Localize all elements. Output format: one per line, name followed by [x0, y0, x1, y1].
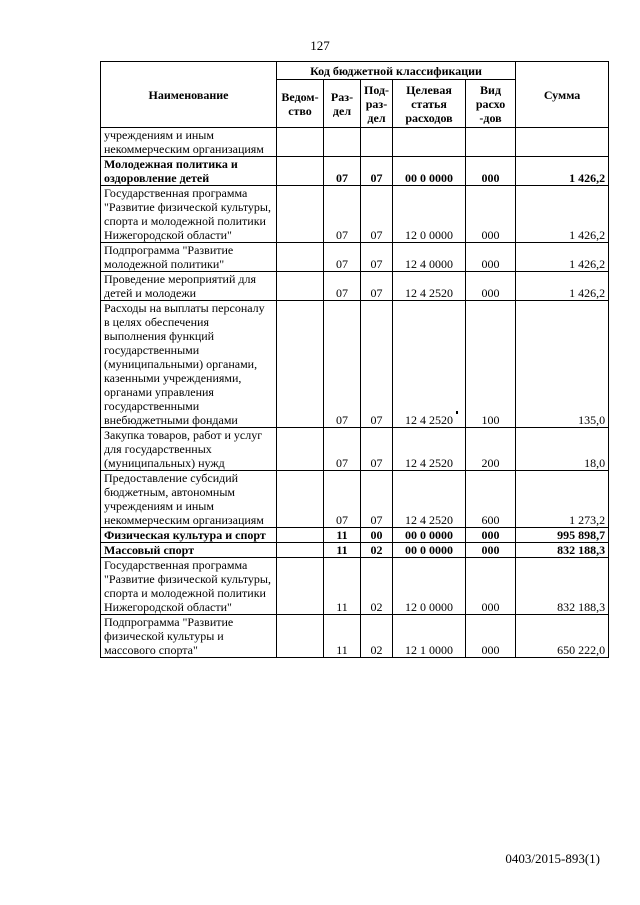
cell-sum: 995 898,7 [516, 528, 609, 543]
document-code: 0403/2015-893(1) [505, 851, 600, 866]
stray-mark [456, 411, 458, 414]
cell-vid: 000 [466, 186, 516, 243]
cell-vid: 000 [466, 615, 516, 658]
cell-podrazdel: 07 [361, 243, 393, 272]
table-row [101, 272, 609, 301]
cell-target [393, 128, 466, 157]
header-vid: Вид расхо -дов [466, 80, 516, 128]
table-row [101, 301, 609, 428]
cell-name: Государственная программа "Развитие физической культуры, спорта и молодежной политики Нижегородской области" [101, 186, 277, 243]
cell-podrazdel: 02 [361, 558, 393, 615]
cell-dept [277, 157, 324, 186]
cell-dept [277, 128, 324, 157]
cell-razdel: 07 [324, 301, 361, 428]
table-row [101, 186, 609, 243]
cell-podrazdel: 07 [361, 301, 393, 428]
cell-dept [277, 558, 324, 615]
cell-dept [277, 528, 324, 543]
cell-sum [516, 128, 609, 157]
cell-sum: 135,0 [516, 301, 609, 428]
cell-sum: 1 426,2 [516, 243, 609, 272]
cell-razdel: 07 [324, 471, 361, 528]
cell-target: 12 4 2520 [393, 272, 466, 301]
cell-vid: 000 [466, 157, 516, 186]
cell-vid: 200 [466, 428, 516, 471]
table-row [101, 471, 609, 528]
cell-target: 12 4 2520 [393, 428, 466, 471]
cell-name: Физическая культура и спорт [101, 528, 277, 543]
cell-name: Закупка товаров, работ и услуг для государственных (муниципальных) нужд [101, 428, 277, 471]
cell-razdel: 11 [324, 528, 361, 543]
cell-dept [277, 428, 324, 471]
cell-podrazdel: 02 [361, 615, 393, 658]
cell-vid: 000 [466, 558, 516, 615]
cell-razdel: 07 [324, 186, 361, 243]
header-code-group: Код бюджетной классификации [277, 62, 516, 80]
cell-sum: 650 222,0 [516, 615, 609, 658]
cell-razdel [324, 128, 361, 157]
table-row [101, 558, 609, 615]
cell-razdel: 07 [324, 243, 361, 272]
cell-sum: 832 188,3 [516, 558, 609, 615]
cell-name: Расходы на выплаты персоналу в целях обеспечения выполнения функций государственными (муниципальными) органами, казенными учреждениями, органами управления государственными внебюджетными фондами [101, 301, 277, 428]
cell-razdel: 11 [324, 543, 361, 558]
cell-name: Государственная программа "Развитие физической культуры, спорта и молодежной политики Нижегородской области" [101, 558, 277, 615]
cell-vid: 000 [466, 272, 516, 301]
header-name: Наименование [101, 62, 277, 128]
cell-vid: 000 [466, 243, 516, 272]
cell-vid: 100 [466, 301, 516, 428]
cell-target: 12 1 0000 [393, 615, 466, 658]
cell-razdel: 07 [324, 272, 361, 301]
cell-name: Подпрограмма "Развитие молодежной политики" [101, 243, 277, 272]
header-target: Целевая статья расходов [393, 80, 466, 128]
header-dept: Ведом-ство [277, 80, 324, 128]
table-row [101, 615, 609, 658]
cell-dept [277, 615, 324, 658]
cell-sum: 1 426,2 [516, 186, 609, 243]
cell-dept [277, 243, 324, 272]
cell-name: учреждениям и иным некоммерческим организациям [101, 128, 277, 157]
cell-vid: 600 [466, 471, 516, 528]
cell-dept [277, 186, 324, 243]
cell-target: 12 4 2520 [393, 471, 466, 528]
cell-name: Подпрограмма "Развитие физической культуры и массового спорта" [101, 615, 277, 658]
cell-name: Массовый спорт [101, 543, 277, 558]
table-row [101, 528, 609, 543]
cell-razdel: 11 [324, 558, 361, 615]
table-body [101, 128, 609, 658]
cell-razdel: 07 [324, 428, 361, 471]
cell-target: 00 0 0000 [393, 528, 466, 543]
cell-razdel: 11 [324, 615, 361, 658]
cell-dept [277, 471, 324, 528]
cell-name: Молодежная политика и оздоровление детей [101, 157, 277, 186]
cell-sum: 1 426,2 [516, 157, 609, 186]
cell-name: Проведение мероприятий для детей и молодежи [101, 272, 277, 301]
table-row [101, 128, 609, 157]
cell-name: Предоставление субсидий бюджетным, автономным учреждениям и иным некоммерческим организациям [101, 471, 277, 528]
cell-target: 12 4 2520 [393, 301, 466, 428]
cell-podrazdel: 07 [361, 272, 393, 301]
cell-sum: 1 273,2 [516, 471, 609, 528]
header-podrazdel: Под-раз-дел [361, 80, 393, 128]
cell-sum: 1 426,2 [516, 272, 609, 301]
header-razdel: Раз-дел [324, 80, 361, 128]
cell-razdel: 07 [324, 157, 361, 186]
page-number: 127 [310, 38, 330, 53]
cell-vid: 000 [466, 528, 516, 543]
cell-sum: 18,0 [516, 428, 609, 471]
table-row [101, 157, 609, 186]
cell-podrazdel: 07 [361, 186, 393, 243]
table-row [101, 428, 609, 471]
cell-podrazdel: 02 [361, 543, 393, 558]
header-sum: Сумма [516, 62, 609, 128]
cell-sum: 832 188,3 [516, 543, 609, 558]
table-row [101, 543, 609, 558]
budget-table [100, 61, 609, 658]
table-row [101, 243, 609, 272]
cell-dept [277, 543, 324, 558]
cell-target: 00 0 0000 [393, 157, 466, 186]
cell-target: 12 4 0000 [393, 243, 466, 272]
cell-target: 00 0 0000 [393, 543, 466, 558]
cell-podrazdel: 07 [361, 471, 393, 528]
cell-podrazdel: 00 [361, 528, 393, 543]
cell-dept [277, 301, 324, 428]
cell-vid [466, 128, 516, 157]
cell-target: 12 0 0000 [393, 186, 466, 243]
cell-vid: 000 [466, 543, 516, 558]
cell-podrazdel: 07 [361, 428, 393, 471]
cell-dept [277, 272, 324, 301]
cell-podrazdel [361, 128, 393, 157]
cell-target: 12 0 0000 [393, 558, 466, 615]
cell-podrazdel: 07 [361, 157, 393, 186]
